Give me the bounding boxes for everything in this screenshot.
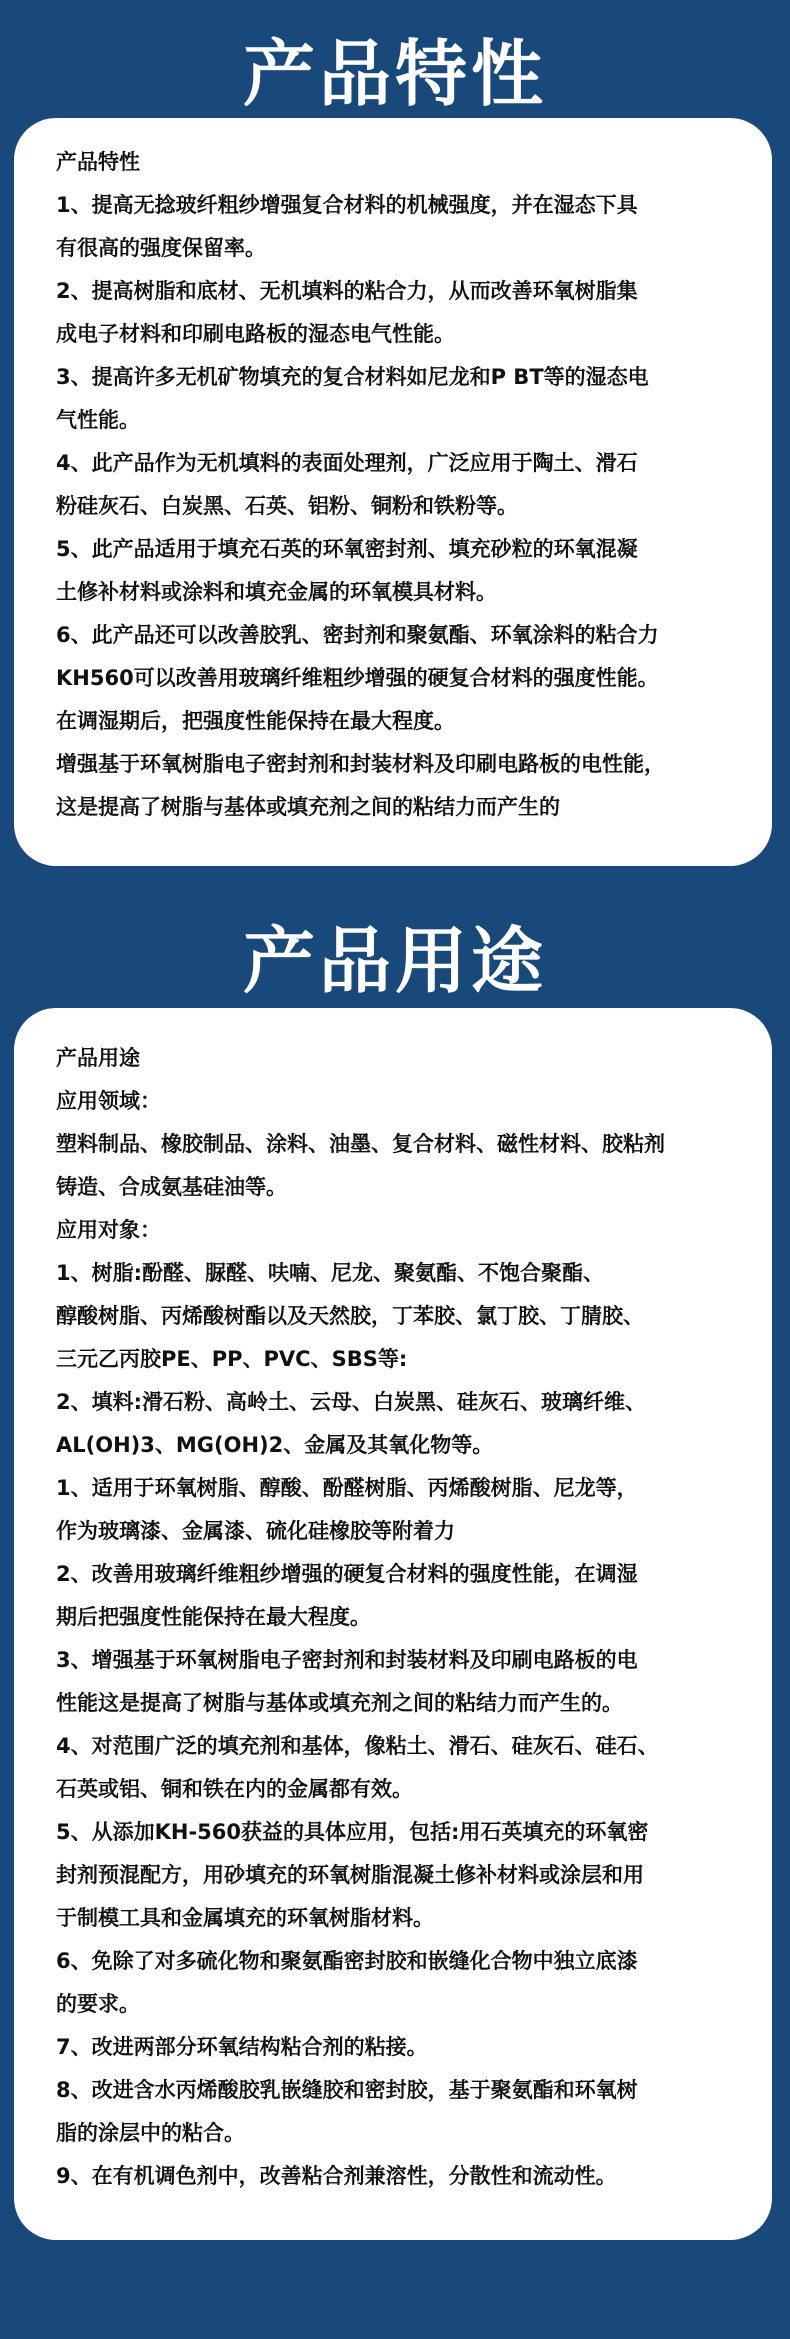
text-line: KH560可以改善用玻璃纤维粗纱增强的硬复合材料的强度性能。 xyxy=(56,666,659,690)
text-line: 土修补材料或涂料和填充金属的环氧模具材料。 xyxy=(56,580,497,604)
text-line: 1、提高无捻玻纤粗纱增强复合材料的机械强度，并在湿态下具 xyxy=(56,193,638,217)
text-line: 1、适用于环氧树脂、醇酸、酚醛树脂、丙烯酸树脂、尼龙等， xyxy=(56,1476,638,1500)
text-line: 7、改进两部分环氧结构粘合剂的粘接。 xyxy=(56,2035,428,2059)
text-line: 脂的涂层中的粘合。 xyxy=(56,2121,245,2145)
text-line: 1、树脂:酚醛、脲醛、呋喃、尼龙、聚氨酯、不饱合聚酯、 xyxy=(56,1261,605,1285)
text-line: 封剂预混配方，用砂填充的环氧树脂混凝土修补材料或涂层和用 xyxy=(56,1863,644,1887)
text-line: 2、提高树脂和底材、无机填料的粘合力，从而改善环氧树脂集 xyxy=(56,279,638,303)
text-line: 的要求。 xyxy=(56,1992,140,2016)
text-line: 塑料制品、橡胶制品、涂料、油墨、复合材料、磁性材料、胶粘剂 xyxy=(56,1132,665,1156)
text-line: 醇酸树脂、丙烯酸树酯以及天然胶，丁苯胶、氯丁胶、丁腈胶、 xyxy=(56,1304,644,1328)
text-line: 铸造、合成氨基硅油等。 xyxy=(56,1175,287,1199)
text-line: 6、此产品还可以改善胶乳、密封剂和聚氨酯、环氧涂料的粘合力 xyxy=(56,623,659,647)
text-line: 三元乙丙胶PE、PP、PVC、SBS等: xyxy=(56,1347,408,1371)
features-heading: 产品特性 xyxy=(242,32,547,116)
text-line: 5、此产品适用于填充石英的环氧密封剂、填充砂粒的环氧混凝 xyxy=(56,537,638,561)
text-line: 5、从添加KH-560获益的具体应用，包括:用石英填充的环氧密 xyxy=(56,1820,649,1844)
text-line: 期后把强度性能保持在最大程度。 xyxy=(56,1605,371,1629)
text-line: 增强基于环氧树脂电子密封剂和封装材料及印刷电路板的电性能， xyxy=(56,752,665,776)
text-line: 3、提高许多无机矿物填充的复合材料如尼龙和P BT等的湿态电 xyxy=(56,365,649,389)
features-card xyxy=(14,118,772,866)
text-line: 成电子材料和印刷电路板的湿态电气性能。 xyxy=(56,322,455,346)
text-line: 这是提高了树脂与基体或填充剂之间的粘结力而产生的 xyxy=(56,795,560,819)
text-line: 于制模工具和金属填充的环氧树脂材料。 xyxy=(56,1906,434,1930)
text-line: 8、改进含水丙烯酸胶乳嵌缝胶和密封胶，基于聚氨酯和环氧树 xyxy=(56,2078,638,2102)
text-line: 6、免除了对多硫化物和聚氨酯密封胶和嵌缝化合物中独立底漆 xyxy=(56,1949,638,1973)
uses-card xyxy=(14,1008,772,2240)
text-line: 粉硅灰石、白炭黑、石英、铝粉、铜粉和铁粉等。 xyxy=(56,494,518,518)
text-line: 产品用途 xyxy=(56,1046,140,1070)
text-line: 作为玻璃漆、金属漆、硫化硅橡胶等附着力 xyxy=(56,1519,455,1543)
text-line: 产品特性 xyxy=(56,150,140,174)
text-line: 性能这是提高了树脂与基体或填充剂之间的粘结力而产生的。 xyxy=(56,1691,623,1715)
text-line: 气性能。 xyxy=(56,408,140,432)
text-line: 4、对范围广泛的填充剂和基体，像粘土、滑石、硅灰石、硅石、 xyxy=(56,1734,659,1758)
text-line: 2、填料:滑石粉、高岭土、云母、白炭黑、硅灰石、玻璃纤维、 xyxy=(56,1390,647,1414)
text-line: AL(OH)3、MG(OH)2、金属及其氧化物等。 xyxy=(56,1433,494,1457)
text-line: 2、改善用玻璃纤维粗纱增强的硬复合材料的强度性能，在调湿 xyxy=(56,1562,638,1586)
text-line: 石英或铝、铜和铁在内的金属都有效。 xyxy=(56,1777,413,1801)
text-line: 3、增强基于环氧树脂电子密封剂和封装材料及印刷电路板的电 xyxy=(56,1648,638,1672)
uses-heading: 产品用途 xyxy=(242,919,547,1003)
text-line: 应用领域： xyxy=(56,1089,161,1113)
text-line: 应用对象： xyxy=(56,1218,161,1242)
text-line: 在调湿期后，把强度性能保持在最大程度。 xyxy=(56,709,455,733)
text-line: 4、此产品作为无机填料的表面处理剂，广泛应用于陶土、滑石 xyxy=(56,451,638,475)
text-line: 9、在有机调色剂中，改善粘合剂兼溶性，分散性和流动性。 xyxy=(56,2164,617,2188)
text-line: 有很高的强度保留率。 xyxy=(56,236,266,260)
